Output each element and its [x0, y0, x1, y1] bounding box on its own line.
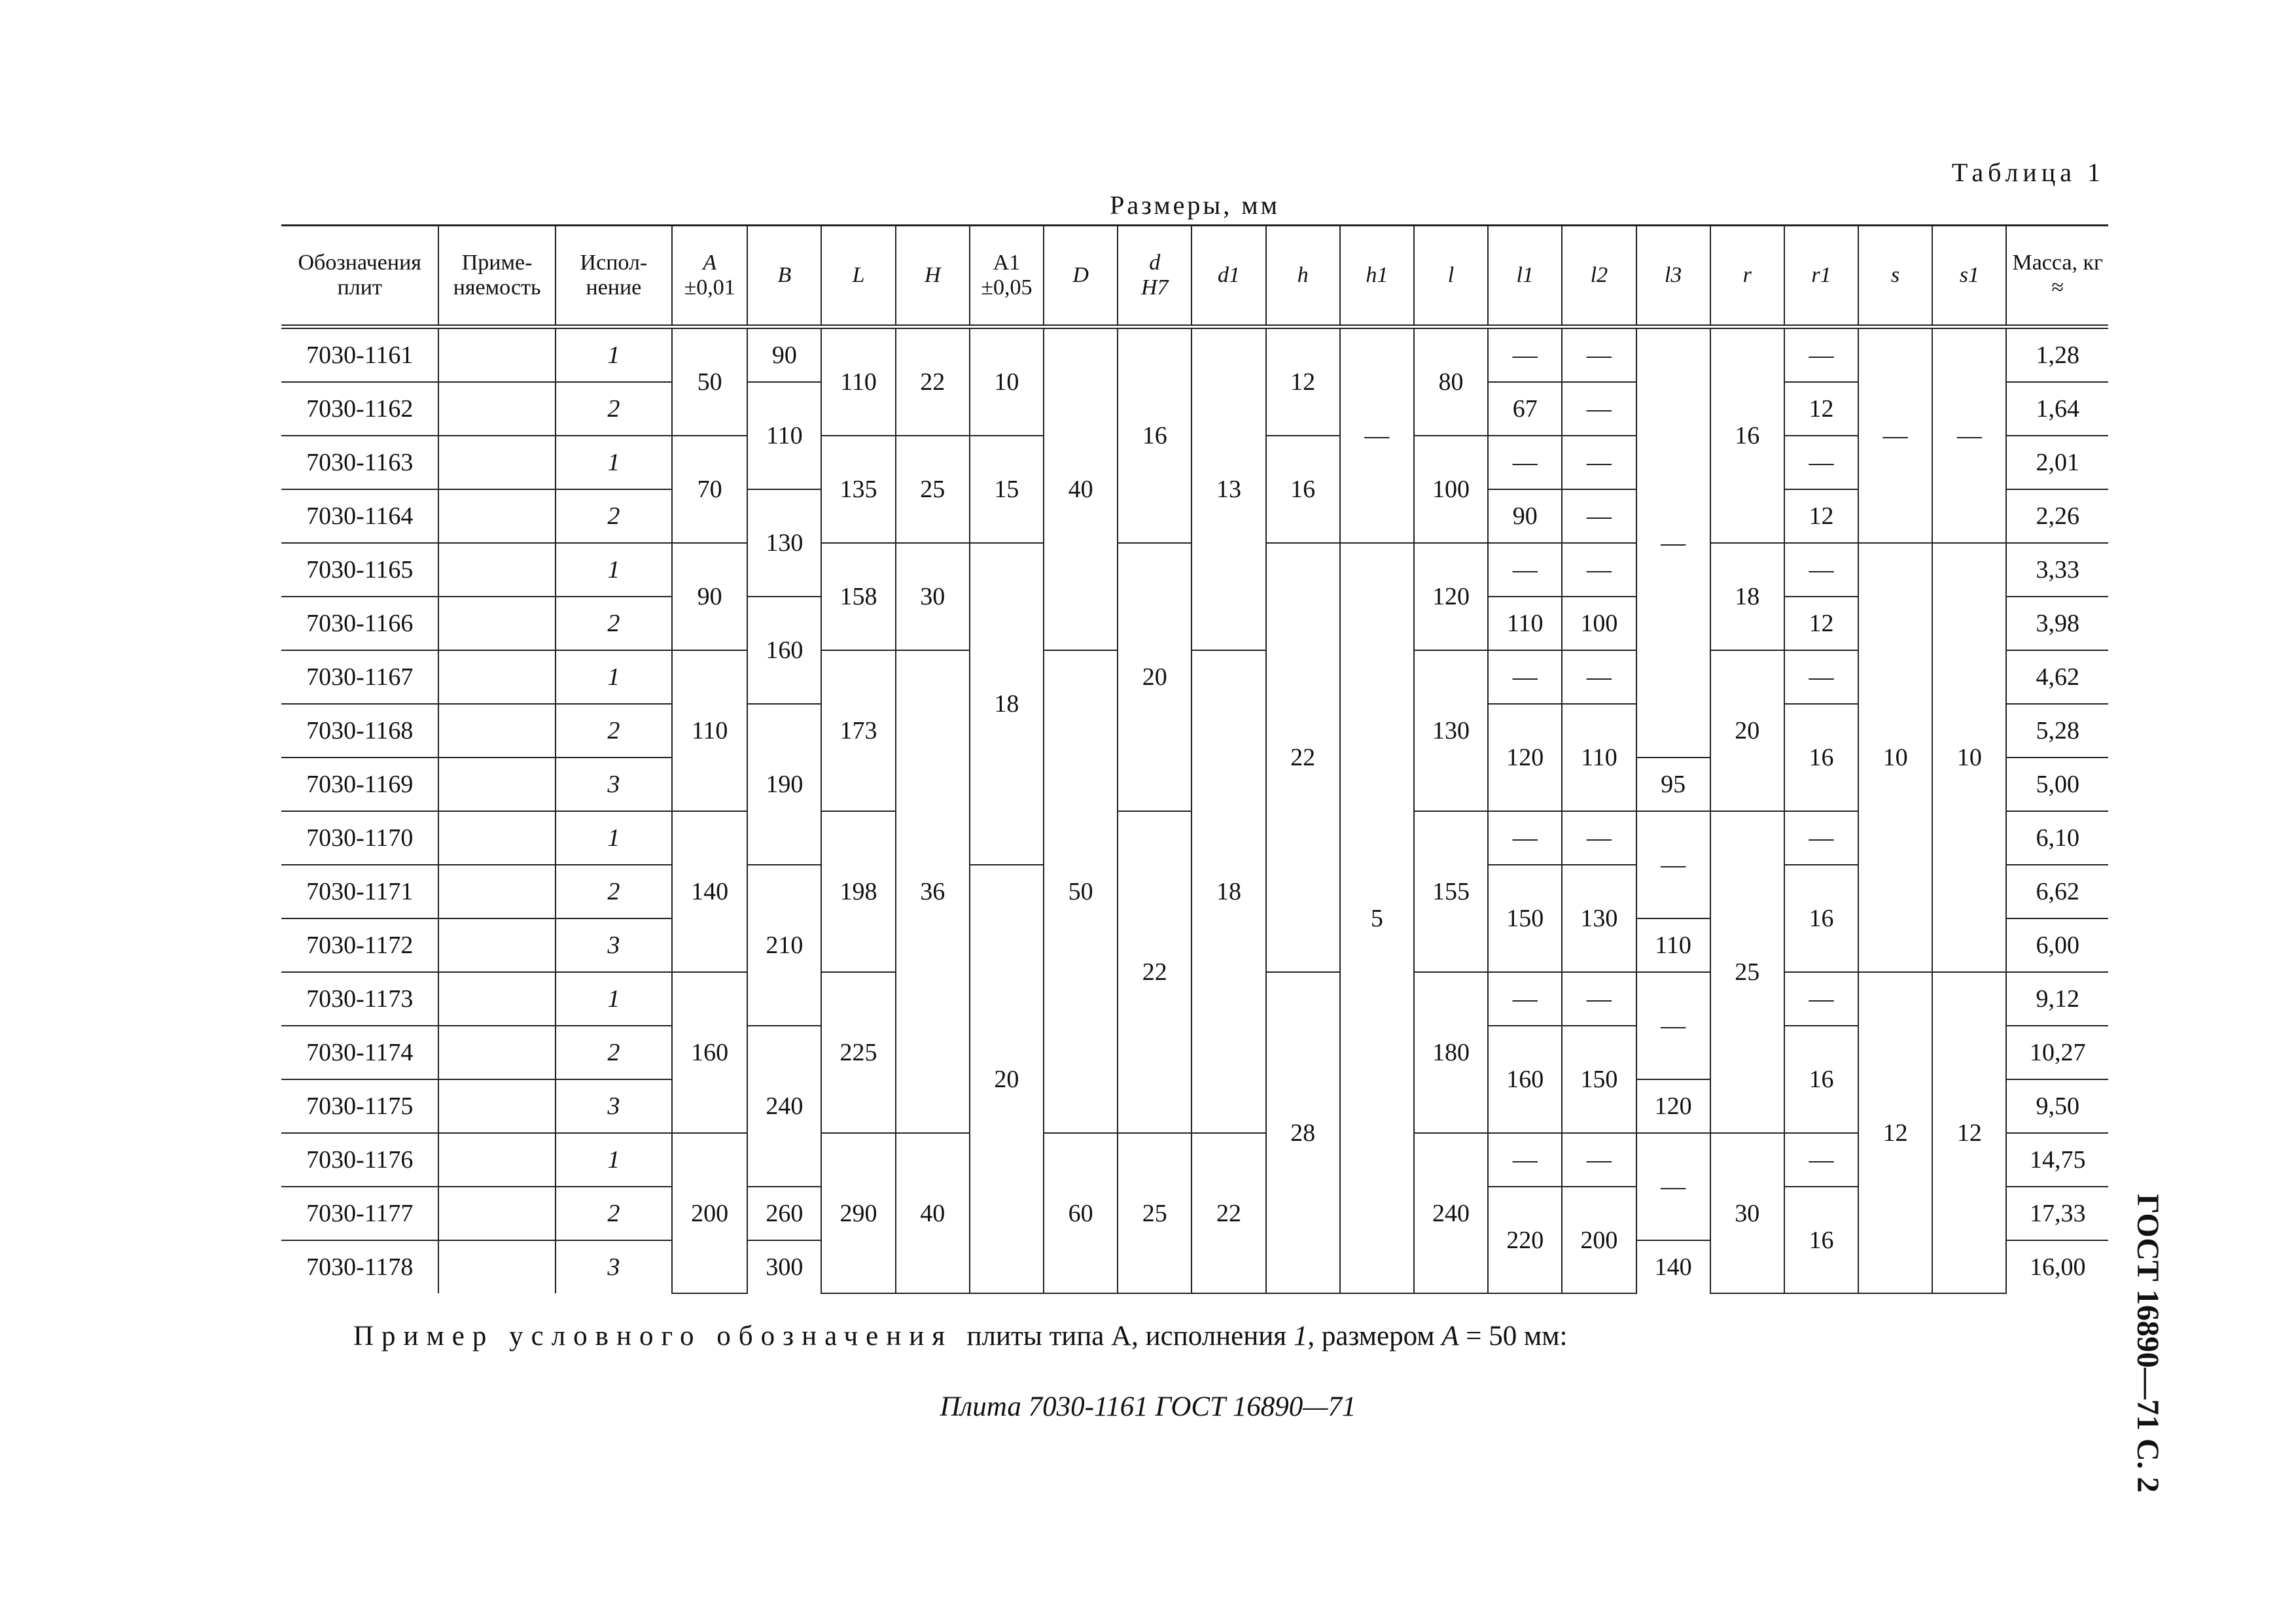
cell-l1: — [1488, 1133, 1562, 1187]
cell-r1: — [1784, 650, 1858, 704]
header-variant: Испол-нение [556, 226, 672, 327]
cell-h1: 5 [1340, 543, 1414, 1293]
cell-A1: 10 [970, 327, 1044, 436]
designation-cell: 7030-1167 [281, 650, 438, 704]
dimensions-table [281, 224, 2108, 1294]
applicability-cell [438, 382, 555, 436]
variant-cell: 2 [556, 704, 672, 758]
example-text-1: плиты типа А, исполнения [966, 1321, 1287, 1352]
cell-L: 290 [821, 1133, 895, 1293]
cell-l2: 100 [1562, 597, 1636, 650]
header-s: s [1858, 226, 1932, 327]
designation-cell: 7030-1165 [281, 543, 438, 597]
cell-h: 16 [1266, 436, 1340, 543]
cell-B: 260 [747, 1187, 821, 1240]
variant-cell: 3 [556, 1240, 672, 1293]
cell-l: 130 [1414, 650, 1488, 811]
mass-cell: 10,27 [2006, 1026, 2108, 1079]
cell-h1: — [1340, 327, 1414, 544]
header-l2: l2 [1562, 226, 1636, 327]
cell-r: 25 [1710, 811, 1784, 1133]
cell-l: 80 [1414, 327, 1488, 436]
cell-l1: 150 [1488, 865, 1562, 972]
variant-cell: 3 [556, 758, 672, 811]
cell-l3: 110 [1636, 918, 1710, 972]
units-label: Размеры, мм [1110, 190, 1280, 220]
header-D: D [1044, 226, 1118, 327]
cell-r: 18 [1710, 543, 1784, 650]
cell-l1: — [1488, 543, 1562, 597]
variant-cell: 2 [556, 1026, 672, 1079]
cell-A: 50 [672, 327, 747, 436]
mass-cell: 9,50 [2006, 1079, 2108, 1133]
cell-l1: — [1488, 972, 1562, 1026]
cell-l2: 150 [1562, 1026, 1636, 1133]
cell-l1: 67 [1488, 382, 1562, 436]
designation-cell: 7030-1174 [281, 1026, 438, 1079]
cell-r: 20 [1710, 650, 1784, 811]
cell-B: 240 [747, 1026, 821, 1187]
mass-cell: 1,64 [2006, 382, 2108, 436]
header-r1: r1 [1784, 226, 1858, 327]
cell-l1: 120 [1488, 704, 1562, 811]
variant-cell: 1 [556, 327, 672, 383]
cell-L: 198 [821, 811, 895, 972]
applicability-cell [438, 489, 555, 543]
applicability-cell [438, 1240, 555, 1293]
cell-B: 160 [747, 597, 821, 704]
cell-l2: — [1562, 327, 1636, 383]
cell-l: 120 [1414, 543, 1488, 650]
cell-H: 30 [896, 543, 970, 650]
cell-A: 200 [672, 1133, 747, 1293]
table-row [281, 327, 2108, 383]
header-d-tolerance: H7 [1141, 275, 1169, 300]
header-A-tolerance: ±0,01 [684, 275, 735, 300]
cell-h: 28 [1266, 972, 1340, 1293]
cell-r1: — [1784, 972, 1858, 1026]
example-text-3: = 50 мм: [1466, 1321, 1568, 1352]
mass-cell: 6,62 [2006, 865, 2108, 918]
designation-cell: 7030-1173 [281, 972, 438, 1026]
cell-H: 25 [896, 436, 970, 543]
cell-l1: 110 [1488, 597, 1562, 650]
cell-A: 70 [672, 436, 747, 543]
applicability-cell [438, 972, 555, 1026]
designation-cell: 7030-1175 [281, 1079, 438, 1133]
cell-B: 110 [747, 382, 821, 489]
cell-r: 16 [1710, 327, 1784, 544]
header-l1: l1 [1488, 226, 1562, 327]
table-row [281, 650, 2108, 704]
header-l3: l3 [1636, 226, 1710, 327]
variant-cell: 1 [556, 1133, 672, 1187]
header-A1 [970, 226, 1044, 327]
header-designation: Обозначения плит [281, 226, 438, 327]
designation-cell: 7030-1162 [281, 382, 438, 436]
cell-s1: 12 [1932, 972, 2006, 1293]
designation-cell: 7030-1176 [281, 1133, 438, 1187]
cell-l2: 200 [1562, 1187, 1636, 1293]
applicability-cell [438, 1026, 555, 1079]
mass-cell: 3,33 [2006, 543, 2108, 597]
variant-cell: 2 [556, 597, 672, 650]
cell-B: 90 [747, 327, 821, 383]
header-L: L [821, 226, 895, 327]
cell-l1: — [1488, 436, 1562, 489]
designation-cell: 7030-1166 [281, 597, 438, 650]
header-d-symbol: d [1149, 250, 1161, 275]
cell-L: 158 [821, 543, 895, 650]
variant-cell: 1 [556, 972, 672, 1026]
applicability-cell [438, 758, 555, 811]
cell-l2: 130 [1562, 865, 1636, 972]
cell-H: 40 [896, 1133, 970, 1293]
cell-r1: 12 [1784, 489, 1858, 543]
variant-cell: 1 [556, 650, 672, 704]
cell-B: 300 [747, 1240, 821, 1293]
header-A [672, 226, 747, 327]
cell-r1: — [1784, 1133, 1858, 1187]
variant-cell: 2 [556, 865, 672, 918]
cell-A1: 15 [970, 436, 1044, 543]
cell-H: 36 [896, 650, 970, 1133]
cell-l3: — [1636, 327, 1710, 758]
cell-l1: 160 [1488, 1026, 1562, 1133]
cell-L: 173 [821, 650, 895, 811]
variant-cell: 3 [556, 1079, 672, 1133]
cell-A: 110 [672, 650, 747, 811]
cell-l2: — [1562, 436, 1636, 489]
header-A-symbol: A [703, 250, 717, 275]
cell-H: 22 [896, 327, 970, 436]
header-H: H [896, 226, 970, 327]
cell-d1: 13 [1192, 327, 1265, 651]
cell-r1: — [1784, 436, 1858, 489]
cell-h: 22 [1266, 543, 1340, 972]
cell-A1: 18 [970, 543, 1044, 865]
designation-cell: 7030-1171 [281, 865, 438, 918]
header-d [1118, 226, 1192, 327]
cell-d: 20 [1118, 543, 1192, 811]
mass-cell: 17,33 [2006, 1187, 2108, 1240]
variant-cell: 2 [556, 489, 672, 543]
variant-cell: 1 [556, 436, 672, 489]
variant-cell: 1 [556, 543, 672, 597]
designation-cell: 7030-1172 [281, 918, 438, 972]
cell-l2: — [1562, 382, 1636, 436]
cell-d1: 22 [1192, 1133, 1265, 1293]
cell-l3: — [1636, 811, 1710, 918]
header-B: B [747, 226, 821, 327]
cell-d: 22 [1118, 811, 1192, 1133]
cell-l1: — [1488, 650, 1562, 704]
mass-cell: 6,00 [2006, 918, 2108, 972]
applicability-cell [438, 650, 555, 704]
cell-l3: — [1636, 972, 1710, 1079]
applicability-cell [438, 543, 555, 597]
cell-D: 40 [1044, 327, 1118, 651]
cell-l2: — [1562, 650, 1636, 704]
header-applicability: Приме-няемость [438, 226, 555, 327]
variant-cell: 3 [556, 918, 672, 972]
cell-d: 16 [1118, 327, 1192, 544]
cell-A: 90 [672, 543, 747, 650]
variant-cell: 2 [556, 382, 672, 436]
designation-cell: 7030-1169 [281, 758, 438, 811]
cell-B: 210 [747, 865, 821, 1026]
applicability-cell [438, 918, 555, 972]
mass-cell: 2,01 [2006, 436, 2108, 489]
mass-cell: 3,98 [2006, 597, 2108, 650]
cell-l2: — [1562, 811, 1636, 865]
cell-A: 160 [672, 972, 747, 1133]
designation-cell: 7030-1168 [281, 704, 438, 758]
designation-cell: 7030-1177 [281, 1187, 438, 1240]
designation-cell: 7030-1161 [281, 327, 438, 383]
applicability-cell [438, 811, 555, 865]
header-s1: s1 [1932, 226, 2006, 327]
cell-l: 155 [1414, 811, 1488, 972]
mass-cell: 6,10 [2006, 811, 2108, 865]
cell-r1: — [1784, 327, 1858, 383]
example-line [353, 1320, 1567, 1352]
cell-l3: — [1636, 1133, 1710, 1240]
cell-r1: 16 [1784, 865, 1858, 972]
designation-example: Плита 7030-1161 ГОСТ 16890—71 [940, 1391, 1356, 1422]
applicability-cell [438, 1133, 555, 1187]
header-mass: Масса, кг ≈ [2006, 226, 2108, 327]
applicability-cell [438, 597, 555, 650]
mass-cell: 5,28 [2006, 704, 2108, 758]
cell-l2: — [1562, 543, 1636, 597]
cell-L: 110 [821, 327, 895, 436]
cell-L: 225 [821, 972, 895, 1133]
cell-r: 30 [1710, 1133, 1784, 1293]
cell-l3: 95 [1636, 758, 1710, 811]
example-param: A [1441, 1321, 1459, 1352]
cell-s1: 10 [1932, 543, 2006, 972]
table-row [281, 1133, 2108, 1187]
header-h1: h1 [1340, 226, 1414, 327]
cell-L: 135 [821, 436, 895, 543]
cell-D: 60 [1044, 1133, 1118, 1293]
cell-l3: 140 [1636, 1240, 1710, 1293]
table-body [281, 327, 2108, 1294]
designation-cell: 7030-1178 [281, 1240, 438, 1293]
mass-cell: 14,75 [2006, 1133, 2108, 1187]
applicability-cell [438, 327, 555, 383]
cell-r1: — [1784, 811, 1858, 865]
applicability-cell [438, 704, 555, 758]
cell-A: 140 [672, 811, 747, 972]
cell-l: 100 [1414, 436, 1488, 543]
mass-cell: 1,28 [2006, 327, 2108, 383]
cell-l2: — [1562, 1133, 1636, 1187]
cell-d1: 18 [1192, 650, 1265, 1133]
designation-cell: 7030-1163 [281, 436, 438, 489]
cell-l3: 120 [1636, 1079, 1710, 1133]
variant-cell: 1 [556, 811, 672, 865]
mass-cell: 2,26 [2006, 489, 2108, 543]
designation-cell: 7030-1164 [281, 489, 438, 543]
cell-h: 12 [1266, 327, 1340, 436]
mass-cell: 9,12 [2006, 972, 2108, 1026]
header-r: r [1710, 226, 1784, 327]
example-label: Пример условного обозначения [353, 1321, 953, 1352]
cell-r1: 16 [1784, 1026, 1858, 1133]
header-A1-tolerance: ±0,05 [981, 275, 1033, 300]
cell-r1: 16 [1784, 704, 1858, 811]
cell-D: 50 [1044, 650, 1118, 1133]
applicability-cell [438, 1079, 555, 1133]
cell-s: — [1858, 327, 1932, 544]
applicability-cell [438, 865, 555, 918]
mass-cell: 16,00 [2006, 1240, 2108, 1293]
cell-B: 190 [747, 704, 821, 865]
cell-l1: 90 [1488, 489, 1562, 543]
applicability-cell [438, 436, 555, 489]
cell-r1: 12 [1784, 597, 1858, 650]
cell-r1: — [1784, 543, 1858, 597]
applicability-cell [438, 1187, 555, 1240]
header-h: h [1266, 226, 1340, 327]
cell-l: 180 [1414, 972, 1488, 1133]
cell-l: 240 [1414, 1133, 1488, 1293]
cell-s1: — [1932, 327, 2006, 544]
cell-l2: 110 [1562, 704, 1636, 811]
cell-l2: — [1562, 489, 1636, 543]
table-caption: Таблица 1 [1951, 158, 2105, 187]
side-label: ГОСТ 16890—71 С. 2 [2130, 1194, 2165, 1493]
example-variant: 1 [1293, 1321, 1308, 1352]
variant-cell: 2 [556, 1187, 672, 1240]
cell-A1: 20 [970, 865, 1044, 1293]
designation-cell: 7030-1170 [281, 811, 438, 865]
cell-s: 10 [1858, 543, 1932, 972]
cell-l1: — [1488, 811, 1562, 865]
header-A1-symbol: A1 [993, 250, 1021, 275]
cell-l2: — [1562, 972, 1636, 1026]
example-text-2: , размером [1307, 1321, 1435, 1352]
mass-cell: 4,62 [2006, 650, 2108, 704]
mass-cell: 5,00 [2006, 758, 2108, 811]
header-d1: d1 [1192, 226, 1265, 327]
header-l: l [1414, 226, 1488, 327]
cell-l1: — [1488, 327, 1562, 383]
cell-B: 130 [747, 489, 821, 597]
cell-r1: 12 [1784, 382, 1858, 436]
cell-r1: 16 [1784, 1187, 1858, 1293]
cell-d: 25 [1118, 1133, 1192, 1293]
cell-l1: 220 [1488, 1187, 1562, 1293]
cell-s: 12 [1858, 972, 1932, 1293]
